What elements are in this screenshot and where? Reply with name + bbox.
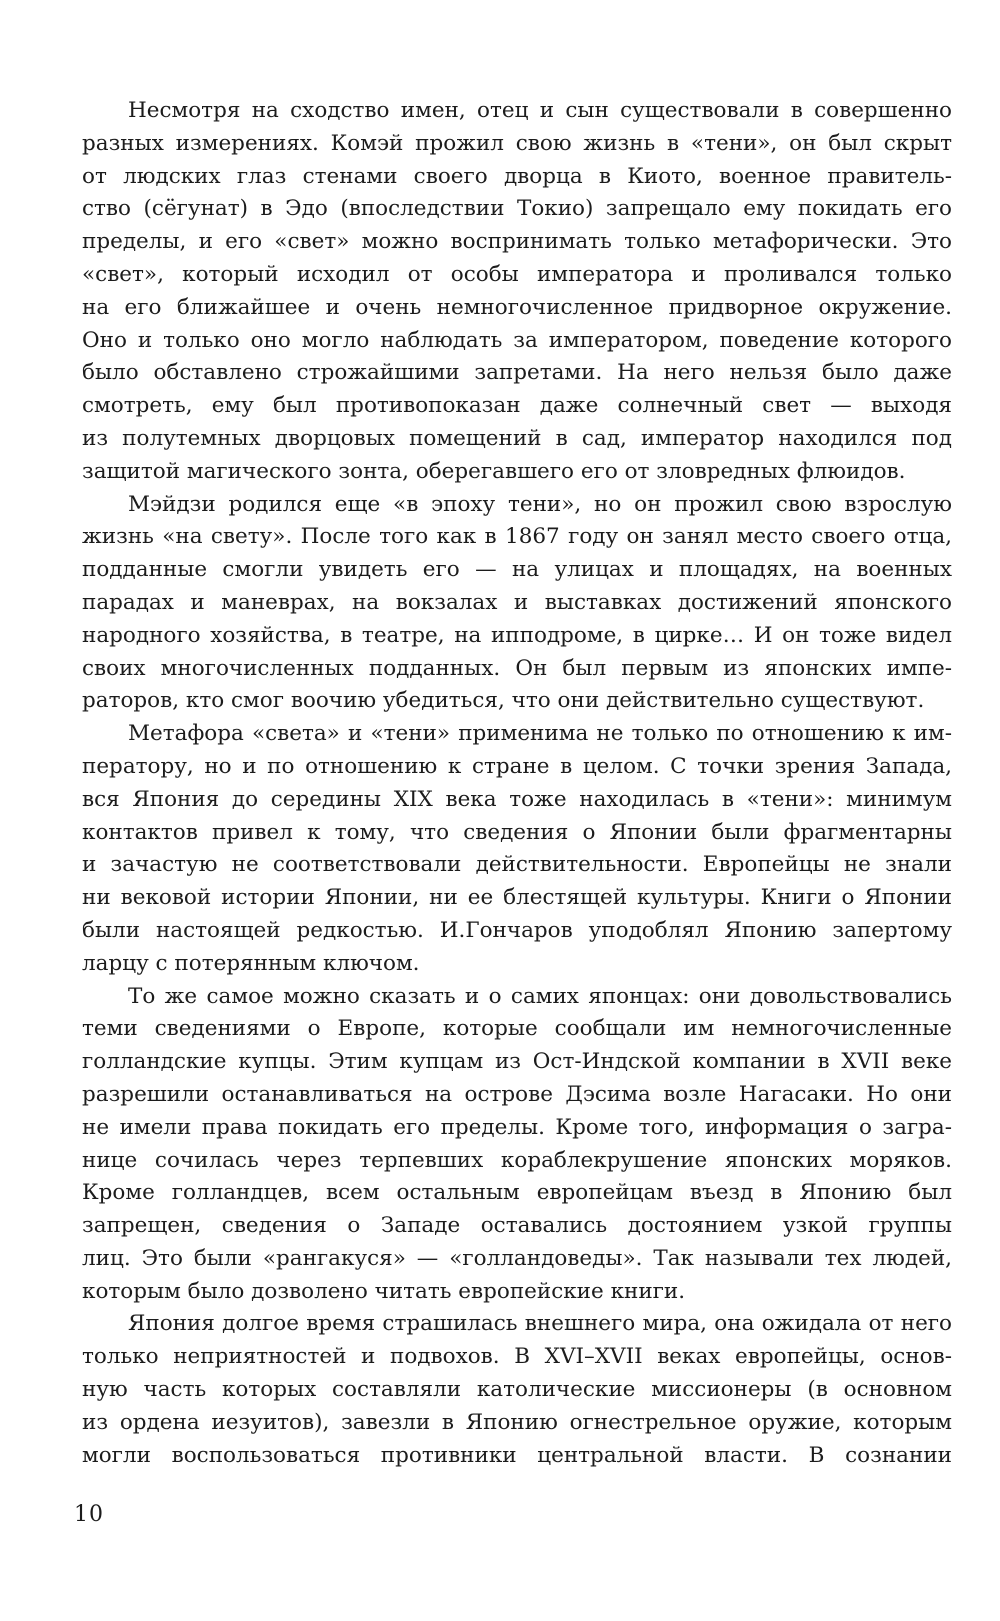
paragraph xyxy=(82,718,952,980)
text-line: пределы, и его «свет» можно воспринимать только метафорически. Это xyxy=(82,229,952,255)
text-line: запрещен, сведения о Западе оставались достоянием узкой группы xyxy=(82,1213,952,1239)
paragraph xyxy=(82,489,952,719)
text-line: было обставлено строжайшими запретами. На него нельзя было даже xyxy=(82,360,952,386)
text-line: «свет», который исходил от особы императора и проливался только xyxy=(82,261,952,287)
text-line: были настоящей редкостью. И.Гончаров уподоблял Японию запертому xyxy=(82,917,952,943)
paragraph xyxy=(82,95,952,489)
text-line: парадах и маневрах, на вокзалах и выставках достижений японского xyxy=(82,589,952,615)
paragraph xyxy=(82,1308,952,1472)
text-line: вся Япония до середины XIX века тоже находилась в «тени»: минимум xyxy=(82,786,952,812)
page-number: 10 xyxy=(74,1502,104,1527)
text-line: разрешили останавливаться на острове Дэсима возле Нагасаки. Но они xyxy=(82,1081,952,1107)
text-line: из полутемных дворцовых помещений в сад, император находился под xyxy=(82,425,952,451)
text-line: ную часть которых составляли католические миссионеры (в основном xyxy=(82,1377,952,1403)
text-line: Япония долгое время страшилась внешнего мира, она ожидала от него xyxy=(128,1311,952,1337)
text-line: народного хозяйства, в театре, на ипподроме, в цирке… И он тоже видел xyxy=(82,622,952,648)
text-line: Несмотря на сходство имен, отец и сын существовали в совершенно xyxy=(128,98,952,123)
text-line: ни вековой истории Японии, ни ее блестящей культуры. Книги о Японии xyxy=(82,885,952,911)
text-line: ператору, но и по отношению к стране в целом. С точки зрения Запада, xyxy=(82,753,952,779)
text-line: которым было дозволено читать европейские книги. xyxy=(82,1278,686,1304)
text-line: смотреть, ему был противопоказан даже солнечный свет — выходя xyxy=(82,393,952,419)
text-line: То же самое можно сказать и о самих японцах: они довольствовались xyxy=(128,983,952,1009)
text-line: ларцу с потерянным ключом. xyxy=(82,950,420,976)
text-line: Оно и только оно могло наблюдать за императором, поведение которого xyxy=(82,327,952,353)
text-line: голландские купцы. Этим купцам из Ост-Индской компании в XVII веке xyxy=(82,1049,952,1075)
text-line: контактов привел к тому, что сведения о Японии были фрагментарны xyxy=(82,819,952,845)
text-line: от людских глаз стенами своего дворца в Киото, военное правитель- xyxy=(82,163,952,189)
text-line: жизнь «на свету». После того как в 1867 году он занял место своего отца, xyxy=(82,524,952,550)
text-line: ство (сёгунат) в Эдо (впоследствии Токио) запрещало ему покидать его xyxy=(82,196,952,222)
text-line: Кроме голландцев, всем остальным европейцам въезд в Японию был xyxy=(82,1180,952,1206)
text-line: раторов, кто смог воочию убедиться, что они действительно существуют. xyxy=(82,688,925,714)
text-line: не имели права покидать его пределы. Кроме того, информация о загра- xyxy=(82,1114,952,1140)
text-line: Метафора «света» и «тени» применима не только по отношению к им- xyxy=(128,721,952,747)
text-line: могли воспользоваться противники центральной власти. В сознании xyxy=(82,1442,952,1468)
text-line: теми сведениями о Европе, которые сообщали им немногочисленные xyxy=(82,1016,952,1042)
text-line: своих многочисленных подданных. Он был первым из японских импе- xyxy=(82,655,952,681)
text-line: и зачастую не соответствовали действительности. Европейцы не знали xyxy=(82,852,952,878)
body-text xyxy=(82,95,952,1472)
text-line: из ордена иезуитов), завезли в Японию огнестрельное оружие, которым xyxy=(82,1409,952,1435)
text-line: только неприятностей и подвохов. В XVI–XVII веках европейцы, основ- xyxy=(82,1344,952,1370)
text-line: защитой магического зонта, оберегавшего его от зловредных флюидов. xyxy=(82,458,906,484)
text-line: нице сочилась через терпевших кораблекрушение японских моряков. xyxy=(82,1147,952,1173)
text-line: Мэйдзи родился еще «в эпоху тени», но он прожил свою взрослую xyxy=(128,491,952,517)
text-line: подданные смогли увидеть его — на улицах и площадях, на военных xyxy=(82,557,952,583)
text-line: на его ближайшее и очень немногочисленное придворное окружение. xyxy=(82,294,952,320)
paragraph xyxy=(82,981,952,1309)
text-line: лиц. Это были «рангакуся» — «голландоведы». Так называли тех людей, xyxy=(82,1245,952,1271)
text-line: разных измерениях. Комэй прожил свою жизнь в «тени», он был скрыт xyxy=(82,130,952,156)
